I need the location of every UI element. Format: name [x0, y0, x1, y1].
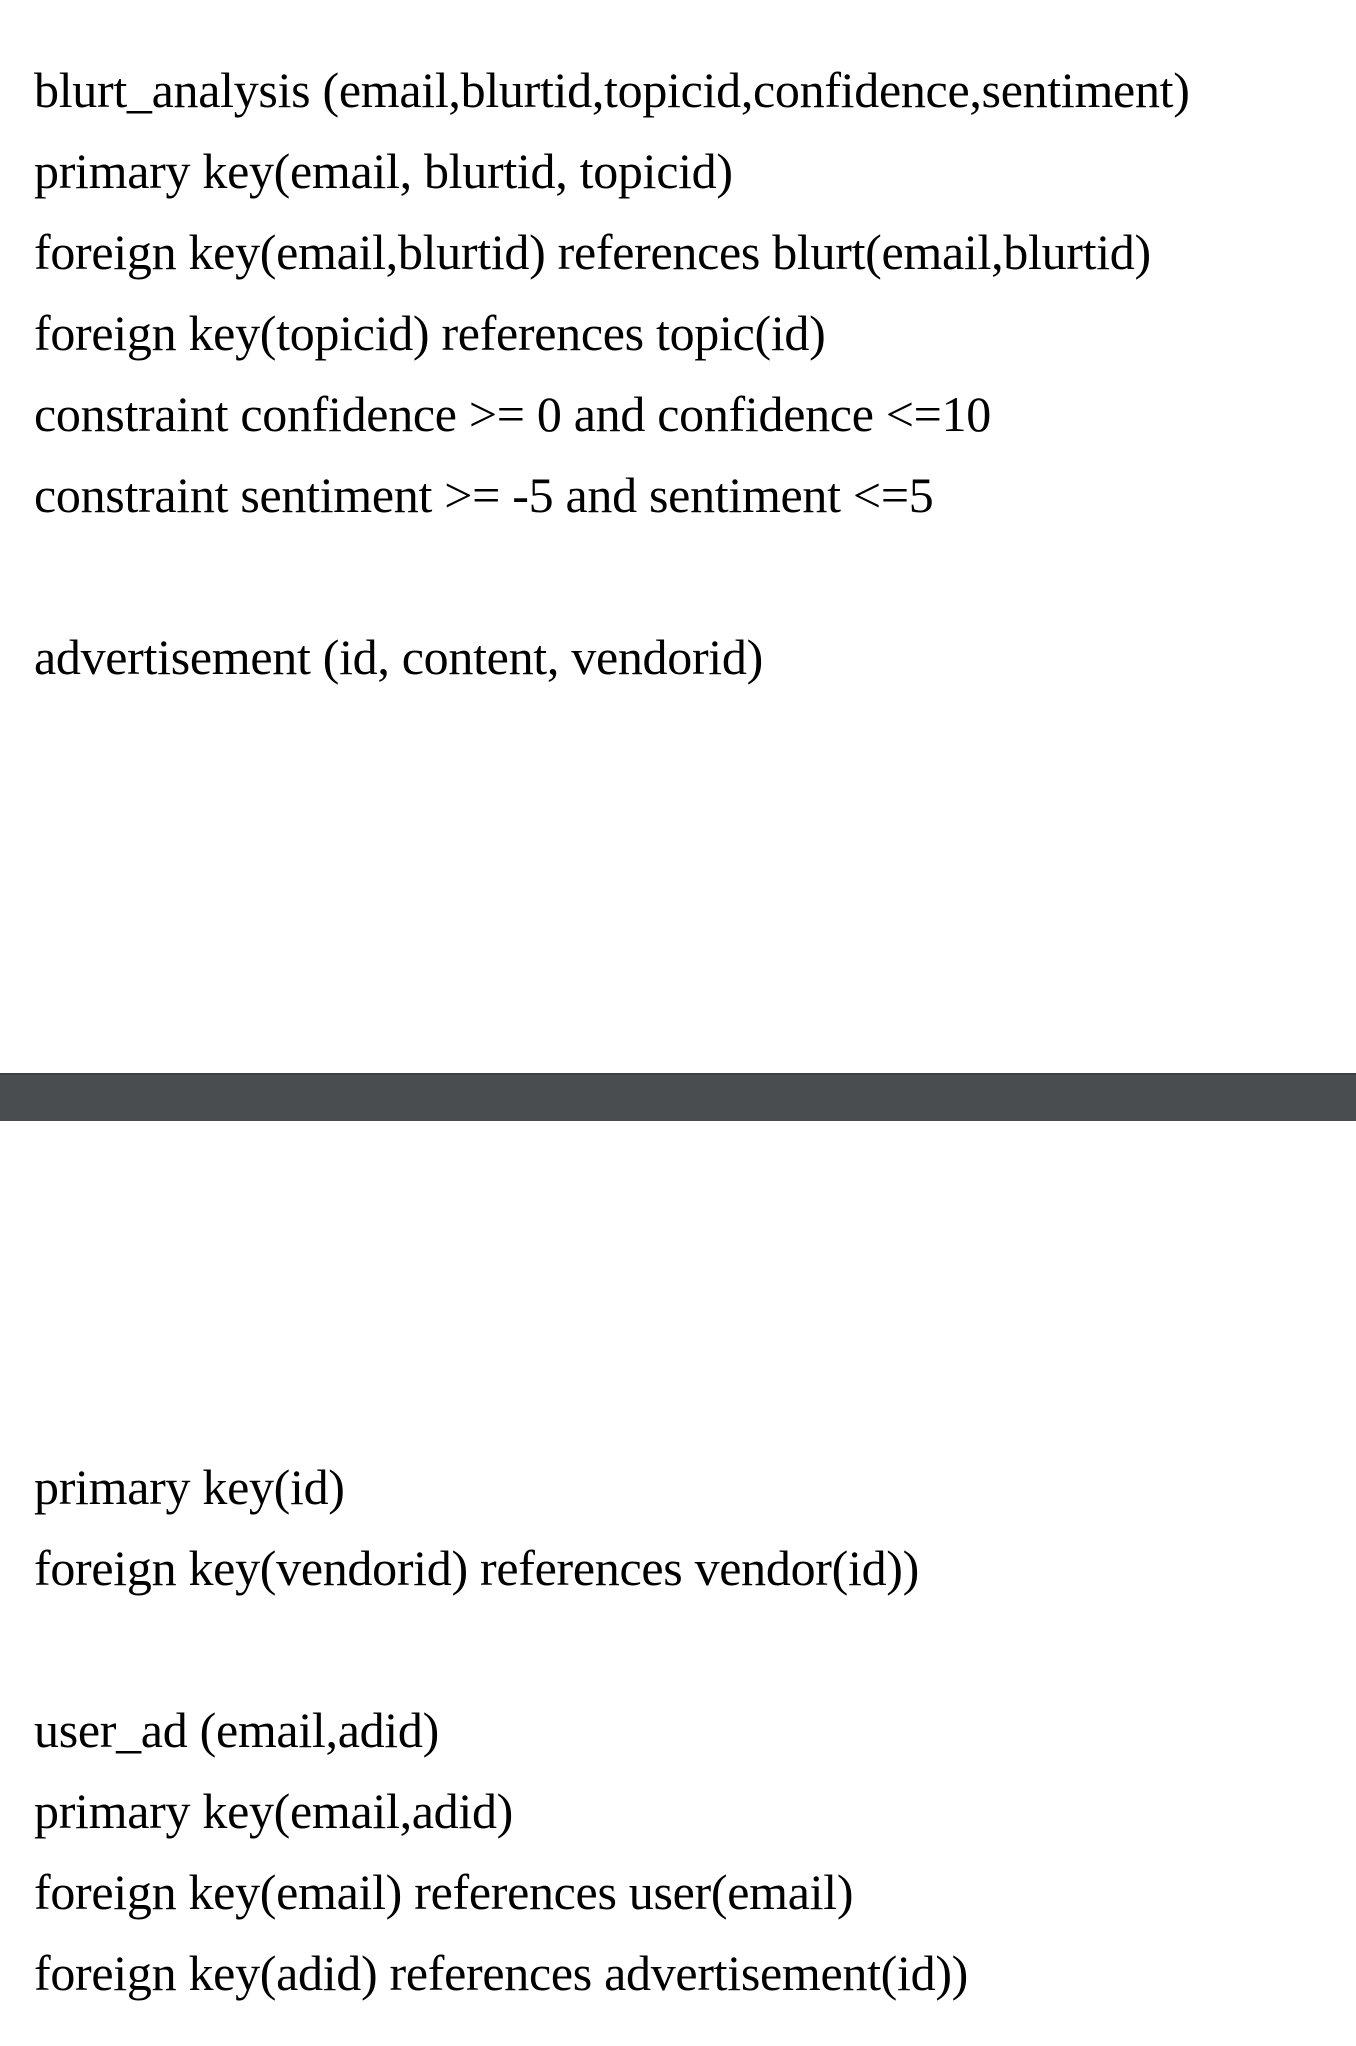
schema-line: foreign key(email,blurtid) references blurt(email,blurtid)	[34, 224, 1151, 280]
schema-line: advertisement (id, content, vendorid)	[34, 629, 763, 685]
schema-line: primary key(id)	[34, 1459, 345, 1515]
schema-line: foreign key(email) references user(email)	[34, 1864, 854, 1920]
schema-line: primary key(email, blurtid, topicid)	[34, 143, 733, 199]
schema-line: foreign key(adid) references advertisement(id))	[34, 1945, 969, 2001]
schema-line: constraint confidence >= 0 and confidence <=10	[34, 386, 991, 442]
schema-line: foreign key(topicid) references topic(id)	[34, 305, 826, 361]
schema-block-top	[34, 50, 1190, 698]
schema-line: primary key(email,adid)	[34, 1783, 514, 1839]
schema-line: constraint sentiment >= -5 and sentiment <=5	[34, 467, 934, 523]
window-separator-bar	[0, 1073, 1356, 1121]
schema-line: blurt_analysis (email,blurtid,topicid,confidence,sentiment)	[34, 62, 1190, 118]
schema-block-middle	[34, 1447, 919, 1609]
schema-line: foreign key(vendorid) references vendor(id))	[34, 1540, 919, 1596]
blank-line	[34, 536, 1190, 617]
schema-line: user_ad (email,adid)	[34, 1702, 439, 1758]
schema-block-bottom	[34, 1690, 968, 2014]
